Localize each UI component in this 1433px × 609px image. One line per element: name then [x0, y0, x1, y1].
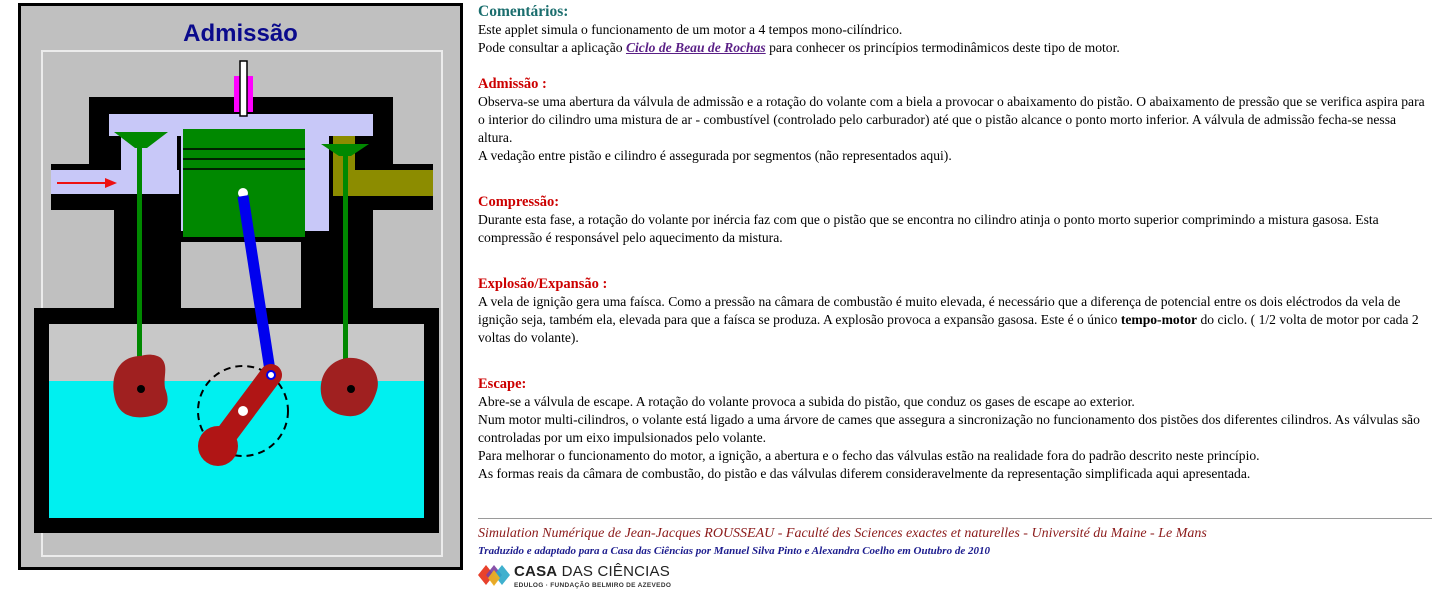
crank-axle — [238, 406, 248, 416]
escape-text-1: Abre-se a válvula de escape. A rotação do volante provoca a subida do pistão, que conduz os gases de escape ao exterior. — [478, 394, 1135, 409]
translation-credit: Traduzido e adaptado para a Casa das Ciências por Manuel Silva Pinto e Alexandra Coelho em Outubro de 2010 — [478, 545, 990, 557]
beau-de-rochas-link[interactable]: Ciclo de Beau de Rochas — [625, 40, 766, 55]
logo-icon — [478, 562, 510, 588]
crank-counterweight — [198, 426, 238, 466]
admissao-text: Observa-se uma abertura da válvula de admissão e a rotação do volante com a biela a provocar o abaixamento do pistão. O abaixamento de pressão que se verifica aspira para o interior do cilindro uma mistura de ar - combustível (controlado pelo carburador) até que o pistão alcance o ponto morto inferior. A válvula de admissão fecha-se nessa altura. — [478, 94, 1425, 145]
explosao-text: A vela de ignição gera uma faísca. Como a pressão na câmara de combustão é muito elevada, é necessário que a diferença de potencial entre os dois eléctrodos da vela de ignição seja, também ela, elevada para que a faísca se produza. A explosão provoca a expansão gasosa. Este é o único tempo-motor do ciclo. ( 1/2 volta de motor por cada 2 voltas do volante). — [478, 294, 1419, 345]
casa-das-ciencias-logo[interactable] — [478, 560, 718, 594]
stroke-title: Admissão — [183, 20, 298, 47]
exhaust-valve-stem — [343, 154, 348, 361]
escape-text-3: Para melhorar o funcionamento do motor, a ignição, a abertura e o fecho das válvulas estão na realidade fora do padrão descrito neste princípio. — [478, 448, 1260, 463]
logo-name: CASA DAS CIÊNCIAS — [514, 563, 670, 580]
spark-plug-left — [234, 76, 240, 112]
escape-text-4: As formas reais da câmara de combustão, do pistão e das válvulas diferem consideravelmente da representação simplificada aqui apresentada. — [478, 466, 1251, 481]
comments-line2: Pode consultar a aplicação Ciclo de Beau de Rochas para conhecer os princípios termodinâmicos deste tipo de motor. — [478, 40, 1120, 55]
admissao-title: Admissão : — [478, 76, 547, 92]
escape-text-2: Num motor multi-cilindros, o volante está ligado a uma árvore de cames que assegura a sincronização no funcionamento dos pistões dos diferentes cilindros. As válvulas são controladas por um eixo impulsionados pelo volante. — [478, 412, 1420, 445]
intake-valve-stem — [137, 146, 142, 361]
compressao-text: Durante esta fase, a rotação do volante por inércia faz com que o pistão que se encontra no cilindro atinja o ponto morto superior comprimindo a mistura gasosa. Esta compressão é responsável pelo aquecimento da mistura. — [478, 212, 1379, 245]
crank-pin — [267, 371, 275, 379]
logo-subtitle: EDULOG · FUNDAÇÃO BELMIRO DE AZEVEDO — [514, 582, 672, 589]
comments-panel — [478, 3, 1433, 483]
admissao-text-2: A vedação entre pistão e cilindro é assegurada por segmentos (não representados aqui). — [478, 148, 952, 163]
comments-line1: Este applet simula o funcionamento de um motor a 4 tempos mono-cilíndrico. — [478, 22, 903, 37]
engine-diagram — [21, 6, 460, 567]
divider — [478, 518, 1432, 519]
spark-plug-right — [247, 76, 253, 112]
comments-title: Comentários: — [478, 3, 569, 20]
simulation-credit: Simulation Numérique de Jean-Jacques ROUSSEAU - Faculté des Sciences exactes et naturelles - Université du Maine - Le Mans — [478, 526, 1207, 541]
compressao-title: Compressão: — [478, 194, 560, 210]
spark-plug-electrode — [240, 61, 247, 116]
engine-applet[interactable] — [18, 3, 463, 570]
escape-title: Escape: — [478, 376, 527, 392]
explosao-title: Explosão/Expansão : — [478, 276, 608, 292]
